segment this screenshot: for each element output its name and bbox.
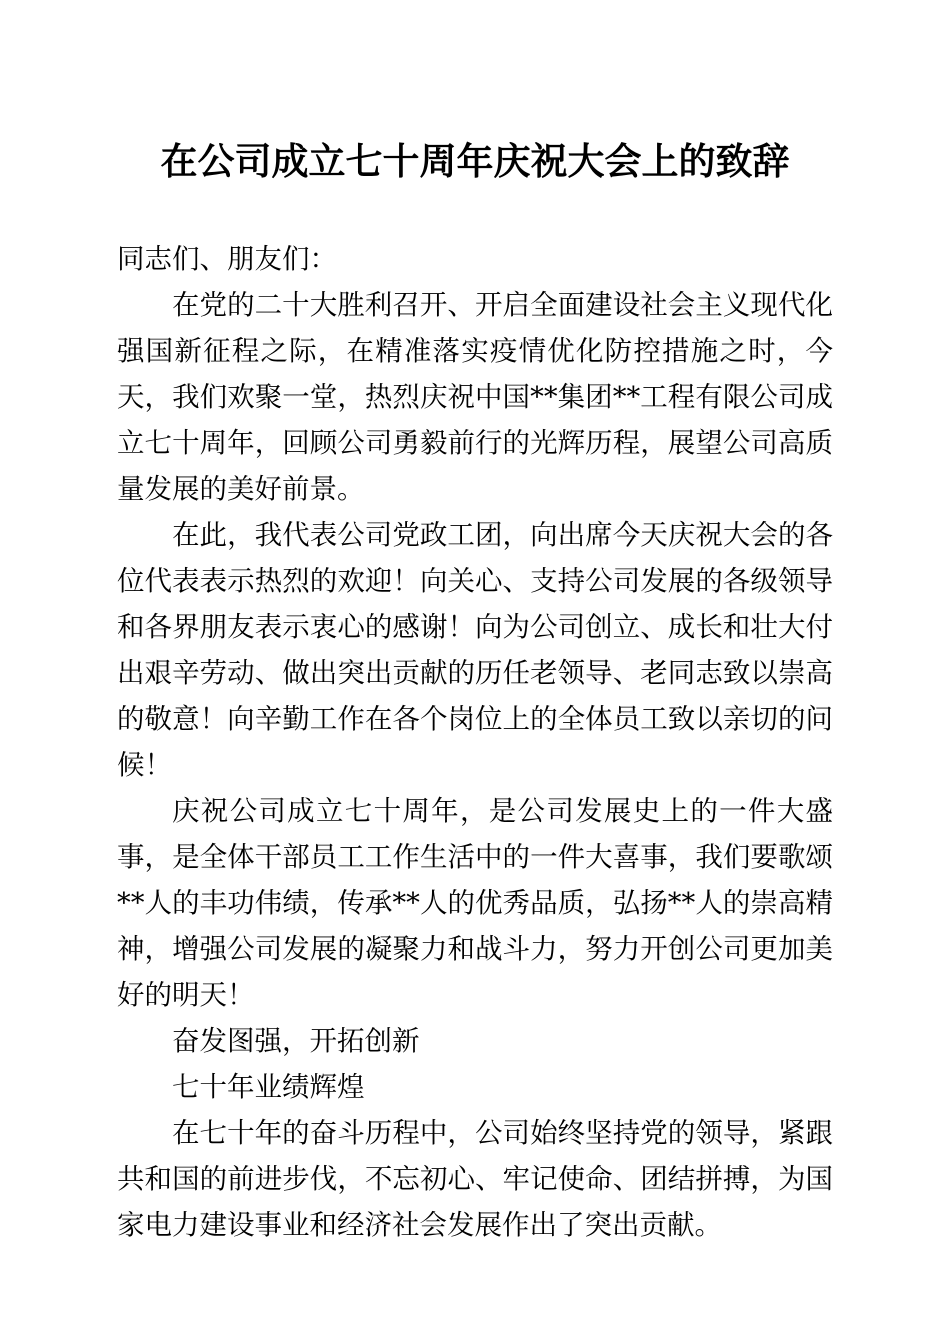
paragraph-opening: 在党的二十大胜利召开、开启全面建设社会主义现代化强国新征程之际，在精准落实疫情优化防控措施之时，今天，我们欢聚一堂，热烈庆祝中国**集团**工程有限公司成立七十周年，回顾公司勇毅前行的光辉历程，展望公司高质量发展的美好前景。 [117,289,833,505]
document-content [117,132,833,1248]
document-title: 在公司成立七十周年庆祝大会上的致辞 [160,139,790,183]
paragraph-greetings: 在此，我代表公司党政工团，向出席今天庆祝大会的各位代表表示热烈的欢迎！向关心、支持公司发展的各级领导和各界朋友表示衷心的感谢！向为公司创立、成长和壮大付出艰辛劳动、做出突出贡献的历任老领导、老同志致以崇高的敬意！向辛勤工作在各个岗位上的全体员工致以亲切的问候！ [117,519,833,781]
paragraph-salutation: 同志们、朋友们： [117,243,337,275]
document-body [117,236,833,1248]
paragraph-subheading-achievements: 七十年业绩辉煌 [172,1071,365,1103]
paragraph-celebration: 庆祝公司成立七十周年，是公司发展史上的一件大盛事，是全体干部员工工作生活中的一件大喜事，我们要歌颂**人的丰功伟绩，传承**人的优秀品质，弘扬**人的崇高精神，增强公司发展的凝聚力和战斗力，努力开创公司更加美好的明天！ [117,795,833,1011]
paragraph-slogan: 奋发图强，开拓创新 [172,1025,420,1057]
paragraph-history: 在七十年的奋斗历程中，公司始终坚持党的领导，紧跟共和国的前进步伐，不忘初心、牢记使命、团结拼搏，为国家电力建设事业和经济社会发展作出了突出贡献。 [117,1117,833,1241]
